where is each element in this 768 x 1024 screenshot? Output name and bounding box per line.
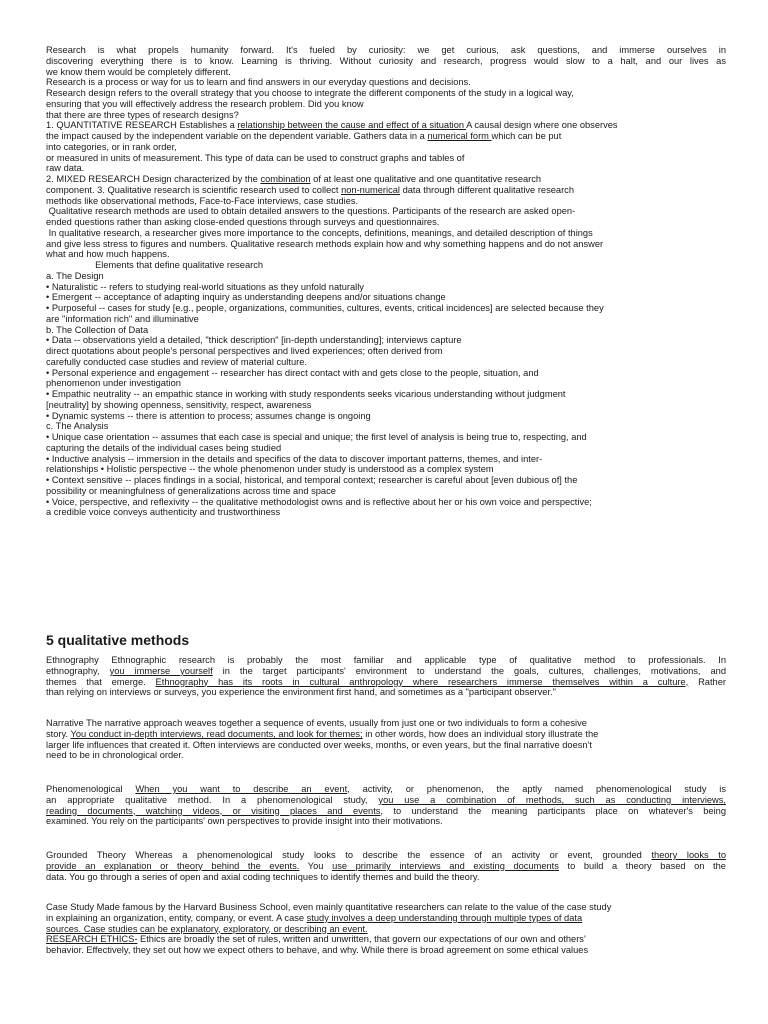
text-run: direct quotations about people's personal perspectives and lived experiences; often derived from: [46, 346, 443, 356]
text-line: [46, 850, 726, 861]
text-run: • Context sensitive -- places findings in a social, historical, and temporal context; researcher is careful about [even dubious of] the: [46, 475, 578, 485]
text-line: [46, 861, 726, 872]
text-line: [46, 389, 726, 400]
text-run: of at least one qualitative and one quantitative research: [310, 174, 542, 184]
text-line: [46, 729, 726, 740]
text-run: Research is a process or way for us to learn and find answers in our everyday questions and decisions.: [46, 77, 471, 88]
text-line: [46, 400, 726, 411]
text-run: or measured in units of measurement. This type of data can be used to construct graphs and tables of: [46, 152, 465, 163]
text-line: [46, 185, 726, 196]
text-line: [46, 131, 726, 142]
text-line: [46, 88, 726, 99]
underlined-text: combination: [260, 174, 311, 184]
text-run: • Personal experience and engagement -- researcher has direct contact with and gets close to the people, situation, and: [46, 367, 539, 378]
text-run: relationships • Holistic perspective -- the whole phenomenon under study is understood as a complex system: [46, 464, 494, 475]
text-run: to build a theory based on the: [558, 860, 726, 871]
text-line: [46, 325, 726, 336]
text-run: b. The Collection of Data: [46, 324, 149, 335]
text-line: [46, 303, 726, 314]
text-line: [46, 77, 726, 88]
underlined-text: numerical form: [427, 131, 492, 141]
text-run: Narrative The narrative approach weaves together a sequence of events, usually from just one or two individuals to form a cohesive: [46, 718, 587, 728]
text-run: Case Study Made famous by the Harvard Business School, even mainly quantitative researchers can relate to the value of the case study: [46, 902, 612, 912]
text-run: phenomenon under investigation: [46, 378, 181, 389]
text-run: in the target participants' environment to understand the goals, cultures, challenges, motivations, and: [212, 665, 726, 676]
text-run: 2. MIXED RESEARCH Design characterized by the: [46, 174, 261, 184]
text-run: Research is what propels humanity forward. It's fueled by curiosity: we get curious, ask questions, and immerse ourselves in: [46, 45, 726, 55]
text-line: [46, 677, 726, 688]
text-run: story.: [46, 728, 71, 739]
underlined-text: reading documents, watching videos, or visiting places and events,: [46, 805, 384, 816]
grounded-theory-paragraph: [46, 850, 726, 882]
text-run: that there are three types of research designs?: [46, 109, 239, 120]
text-run: In qualitative research, a researcher gives more importance to the concepts, definitions, meanings, and detailed description of things: [46, 227, 593, 238]
text-run: A causal design where one observes: [466, 120, 618, 131]
underlined-text: non-numerical: [341, 184, 400, 195]
text-line: [46, 655, 726, 666]
text-run: to understand the meaning participants place on whatever's being: [383, 805, 726, 816]
text-run: raw data.: [46, 163, 85, 174]
text-line: [46, 411, 726, 422]
text-run: data. You go through a series of open and axial coding techniques to identify themes and build the theory.: [46, 871, 480, 882]
text-line: [46, 795, 726, 806]
text-run: ethnography,: [46, 665, 110, 676]
text-line: [46, 260, 726, 271]
narrative-paragraph: [46, 718, 726, 761]
text-line: [46, 750, 726, 761]
text-line: [46, 368, 726, 379]
text-run: the impact caused by the independent variable on the dependent variable. Gathers data in a: [46, 131, 428, 141]
text-run: , activity, or phenomenon, the aptly named phenomenological study is: [347, 784, 727, 794]
text-run: in other words, how does an individual story illustrate the: [362, 728, 599, 739]
text-run: Research design refers to the overall strategy that you choose to integrate the different components of the study in a logical way,: [46, 88, 574, 98]
text-run: a. The Design: [46, 270, 104, 281]
underlined-text: theory looks to: [651, 850, 726, 860]
text-run: which can be put: [491, 131, 562, 141]
text-line: [46, 153, 726, 164]
text-line: [46, 142, 726, 153]
text-run: Ethnography Ethnographic research is probably the most familiar and applicable type of qualitative method to professionals. In: [46, 655, 726, 665]
text-run: Elements that define qualitative research: [46, 260, 264, 270]
text-run: data through different qualitative research: [399, 184, 574, 195]
underlined-text: provide an explanation or theory behind the events.: [46, 860, 300, 871]
text-line: [46, 196, 726, 207]
text-line: [46, 282, 726, 293]
text-run: themes that emerge.: [46, 676, 156, 687]
text-run: • Naturalistic -- refers to studying real-world situations as they unfold naturally: [46, 281, 364, 292]
text-run: carefully conducted case studies and review of material culture.: [46, 356, 307, 367]
text-line: [46, 110, 726, 121]
text-run: • Data -- observations yield a detailed, "thick description" [in-depth understanding]; interviews capture: [46, 335, 462, 346]
intro-text-block: [46, 45, 726, 518]
text-run: are "information rich" and illuminative: [46, 313, 199, 324]
text-run: Qualitative research methods are used to obtain detailed answers to the questions. Participants of the research are asked open-: [46, 206, 576, 217]
text-run: • Unique case orientation -- assumes that each case is special and unique; the first level of analysis is being true to, respecting, and: [46, 432, 587, 442]
text-run: examined. You rely on the participants' own perspectives to provide insight into their motivations.: [46, 816, 443, 827]
text-run: capturing the details of the individual cases being studied: [46, 442, 282, 453]
text-run: what and how much happens.: [46, 249, 170, 260]
text-run: Ethics are broadly the set of rules, written and unwritten, that govern our expectations of our own and others': [137, 934, 586, 945]
text-line: [46, 945, 726, 956]
text-run: into categories, or in rank order,: [46, 141, 177, 152]
text-line: [46, 163, 726, 174]
underlined-text: use primarily interviews and existing documents: [332, 860, 559, 871]
text-line: [46, 206, 726, 217]
text-line: [46, 271, 726, 282]
text-run: need to be in chronological order.: [46, 750, 184, 761]
text-run: behavior. Effectively, they set out how we expect others to behave, and why. While there is broad agreement on some ethical values: [46, 945, 589, 955]
text-line: [46, 475, 726, 486]
text-run: and give less stress to figures and numbers. Qualitative research methods explain how and why something happens and do not answer: [46, 238, 604, 249]
text-run: You: [299, 860, 333, 871]
text-run: Phenomenological: [46, 784, 136, 794]
text-run: an appropriate qualitative method. In a phenomenological study,: [46, 794, 379, 805]
text-line: [46, 464, 726, 475]
text-line: [46, 249, 726, 260]
text-line: [46, 486, 726, 497]
text-line: [46, 507, 726, 518]
text-line: [46, 902, 726, 913]
underlined-text: study involves a deep understanding through multiple types of data: [306, 912, 583, 923]
phenomenological-paragraph: [46, 784, 726, 827]
text-line: [46, 454, 726, 465]
text-line: [46, 687, 726, 698]
text-line: [46, 56, 726, 67]
text-run: c. The Analysis: [46, 421, 109, 432]
text-line: [46, 314, 726, 325]
text-line: [46, 432, 726, 443]
underlined-text: you immerse yourself: [109, 665, 213, 676]
underlined-text: You conduct in-depth interviews, read documents, and look for themes;: [70, 728, 363, 739]
text-run: Rather: [688, 676, 726, 687]
text-line: [46, 816, 726, 827]
text-run: • Voice, perspective, and reflexivity -- the qualitative methodologist owns and is reflective about her or his own voice and perspective;: [46, 496, 592, 507]
text-run: • Empathic neutrality -- an empathic stance in working with study respondents seeks vicarious understanding without judgment: [46, 389, 566, 399]
text-line: [46, 934, 726, 945]
section-heading: 5 qualitative methods: [46, 632, 190, 648]
text-run: [neutrality] by showing openness, sensitivity, respect, awareness: [46, 399, 312, 410]
underlined-text: sources. Case studies can be explanatory, exploratory, or describing an event.: [46, 923, 368, 934]
text-run: methods like observational methods, Face-to-Face interviews, case studies.: [46, 195, 359, 206]
text-run: we know them would be completely different.: [46, 66, 231, 77]
underlined-text: Ethnography has its roots in cultural anthropology where researchers immerse themselves within a culture,: [155, 676, 689, 687]
text-run: • Purposeful -- cases for study [e.g., people, organizations, communities, cultures, events, critical incidences] are selected because they: [46, 303, 604, 313]
text-line: [46, 239, 726, 250]
text-line: [46, 872, 726, 883]
text-run: possibility or meaningfulness of generalizations across time and space: [46, 485, 336, 496]
text-run: ended questions rather than asking close-ended questions through surveys and questionnaires.: [46, 217, 440, 227]
text-line: [46, 913, 726, 924]
text-run: • Emergent -- acceptance of adapting inquiry as understanding deepens and/or situations change: [46, 292, 446, 303]
text-run: ensuring that you will effectively address the research problem. Did you know: [46, 98, 364, 109]
text-line: [46, 806, 726, 817]
text-run: component. 3. Qualitative research is scientific research used to collect: [46, 184, 342, 195]
text-line: [46, 335, 726, 346]
text-line: [46, 666, 726, 677]
text-run: larger life influences that created it. Often interviews are conducted over weeks, months, or even years, but the final narrative doesn't: [46, 739, 592, 750]
text-run: discovering everything there is to know. Learning is thriving. Without curiosity and research, progress would slow to a halt, and our lives as: [46, 55, 726, 66]
text-line: [46, 378, 726, 389]
text-line: [46, 217, 726, 228]
text-run: 1. QUANTITATIVE RESEARCH Establishes a: [46, 120, 238, 131]
text-line: [46, 45, 726, 56]
text-run: • Dynamic systems -- there is attention to process; assumes change is ongoing: [46, 410, 371, 421]
text-line: [46, 67, 726, 78]
underlined-text: RESEARCH ETHICS-: [46, 934, 138, 945]
text-run: in explaining an organization, entity, company, or event. A case: [46, 912, 307, 923]
text-line: [46, 120, 726, 131]
text-line: [46, 924, 726, 935]
text-line: [46, 346, 726, 357]
text-line: [46, 292, 726, 303]
text-run: than relying on interviews or surveys, you experience the environment first hand, and sometimes as a "participant observer.": [46, 687, 556, 698]
text-line: [46, 228, 726, 239]
ethnography-paragraph: [46, 655, 726, 698]
text-line: [46, 740, 726, 751]
text-line: [46, 174, 726, 185]
underlined-text: When you want to describe an event: [135, 784, 348, 794]
case-study-paragraph: [46, 902, 726, 956]
text-line: [46, 99, 726, 110]
text-run: a credible voice conveys authenticity and trustworthiness: [46, 507, 281, 518]
underlined-text: you use a combination of methods, such as conducting interviews,: [378, 794, 726, 805]
text-line: [46, 357, 726, 368]
text-line: [46, 497, 726, 508]
text-line: [46, 421, 726, 432]
text-line: [46, 784, 726, 795]
text-run: • Inductive analysis -- immersion in the details and specifics of the data to discover important patterns, themes, and inter-: [46, 453, 543, 464]
text-line: [46, 718, 726, 729]
text-run: Grounded Theory Whereas a phenomenological study looks to describe the essence of an activity or event, grounded: [46, 850, 652, 860]
underlined-text: relationship between the cause and effect of a situation: [237, 120, 467, 131]
text-line: [46, 443, 726, 454]
